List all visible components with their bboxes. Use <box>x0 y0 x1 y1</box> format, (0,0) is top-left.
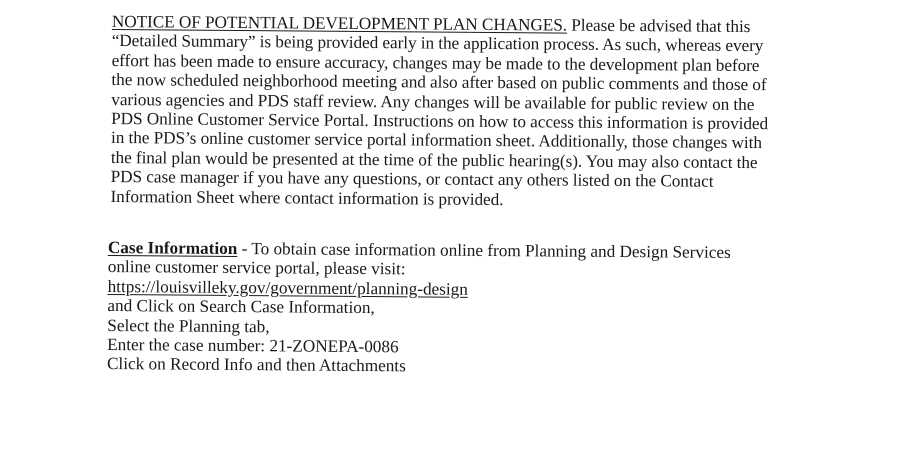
notice-line-text: Please be advised that this <box>566 15 751 37</box>
case-info-intro: - To obtain case information online from Planning and Design Services <box>237 239 731 262</box>
case-information-heading: Case Information <box>107 238 238 259</box>
notice-line: PDS case manager if you have any questions, or contact any others listed on the Contact <box>110 167 714 191</box>
planning-design-link[interactable]: https://louisvilleky.gov/government/planning-design <box>107 276 468 299</box>
notice-line: in the PDS’s online customer service portal information sheet. Additionally, those changes with <box>110 128 763 153</box>
notice-line: effort has been made to ensure accuracy, changes may be made to the development plan before <box>111 50 760 75</box>
case-step: Select the Planning tab, <box>107 315 270 336</box>
case-info-line: online customer service portal, please visit: <box>107 257 406 279</box>
case-step: Enter the case number: 21-ZONEPA-0086 <box>107 335 399 357</box>
notice-line: “Detailed Summary” is being provided early in the application process. As such, whereas every <box>111 31 764 56</box>
case-step: Click on Record Info and then Attachments <box>106 354 406 376</box>
notice-heading: NOTICE OF POTENTIAL DEVELOPMENT PLAN CHANGES. <box>111 12 568 35</box>
notice-line: Information Sheet where contact information is provided. <box>110 186 504 209</box>
notice-line: the final plan would be presented at the time of the public hearing(s). You may also contact the <box>110 147 758 172</box>
case-step: and Click on Search Case Information, <box>107 296 375 318</box>
notice-paragraph <box>110 12 802 211</box>
notice-line: PDS Online Customer Service Portal. Instructions on how to access this information is provided <box>111 109 769 134</box>
notice-line: the now scheduled neighborhood meeting and also after based on public comments and those of <box>111 70 767 95</box>
notice-line: various agencies and PDS staff review. Any changes will be available for public review on the <box>111 89 755 114</box>
case-information-section <box>107 238 808 379</box>
